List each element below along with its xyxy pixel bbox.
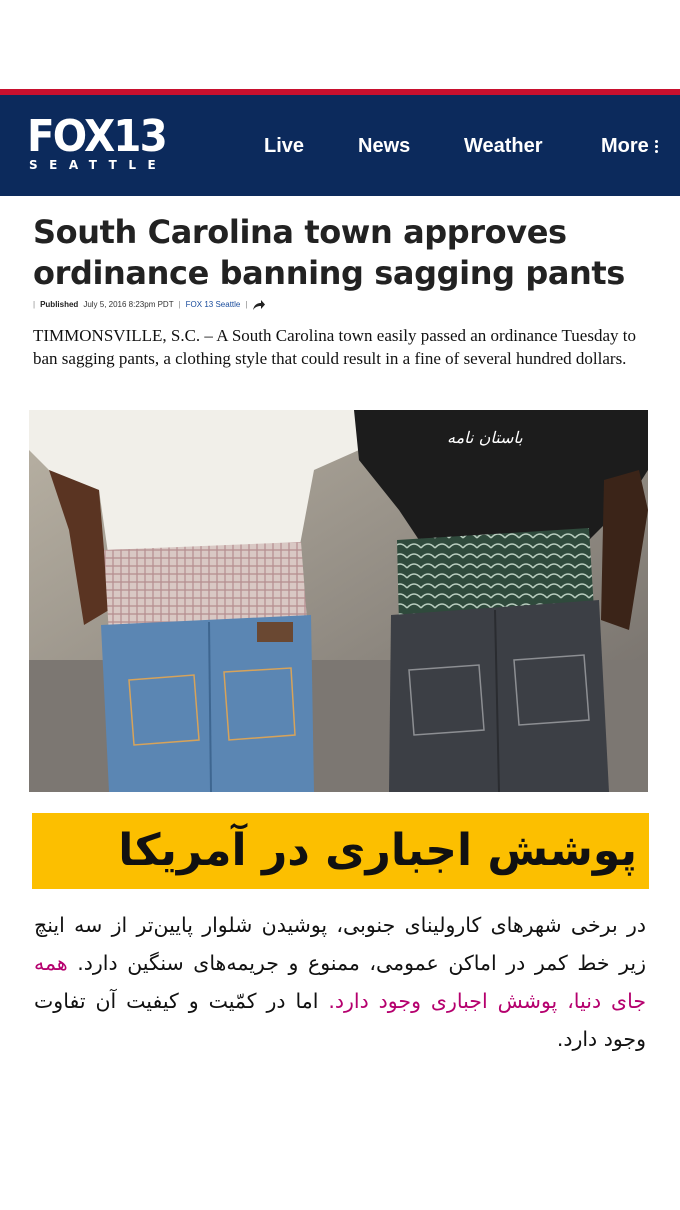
source-link[interactable]: FOX 13 Seattle — [185, 300, 241, 309]
commentary-highlight: همه جای دنیا، پوشش اجباری وجود دارد. — [34, 951, 646, 1013]
published-date: July 5, 2016 8:23pm PDT — [83, 300, 174, 309]
byline-divider: | — [245, 300, 248, 309]
commentary-part-1: در برخی شهرهای کارولینای جنوبی، پوشیدن شلوار پایین‌تر از سه اینچ زیر خط کمر در اماکن عمومی، ممنوع و جریمه‌های سنگین دارد. — [34, 913, 646, 975]
nav-weather[interactable]: Weather — [464, 135, 543, 157]
logo-wordmark: FOX13 — [27, 111, 166, 162]
title-banner — [32, 813, 649, 889]
article-lede: TIMMONSVILLE, S.C. – A South Carolina town easily passed an ordinance Tuesday to ban sagging pants, a clothing style that could result in a fine of several hundred dollars. — [33, 326, 636, 368]
banner-title: پوشش اجباری در آمریکا — [118, 825, 637, 876]
site-header — [0, 95, 680, 196]
article-headline: South Carolina town approves ordinance banning sagging pants — [33, 213, 625, 292]
fox13-logo[interactable] — [27, 111, 187, 177]
nav-more[interactable] — [601, 134, 659, 158]
article-photo — [29, 410, 648, 792]
share-icon[interactable] — [252, 299, 266, 311]
logo-city: SEATTLE — [29, 158, 168, 172]
article-byline — [33, 298, 266, 312]
nav-news[interactable]: News — [358, 135, 411, 157]
commentary-part-3: اما در کمّیت و کیفیت آن تفاوت وجود دارد. — [34, 989, 646, 1051]
byline-divider: | — [33, 300, 36, 309]
photo-illustration — [29, 410, 648, 792]
byline-divider: | — [178, 300, 181, 309]
nav-live[interactable]: Live — [264, 135, 305, 157]
nav-more-label: More — [601, 135, 649, 157]
more-dots-icon — [655, 139, 659, 155]
commentary-text — [34, 906, 646, 1058]
photo-watermark: باستان نامه — [447, 428, 523, 447]
published-label: Published — [40, 300, 79, 309]
